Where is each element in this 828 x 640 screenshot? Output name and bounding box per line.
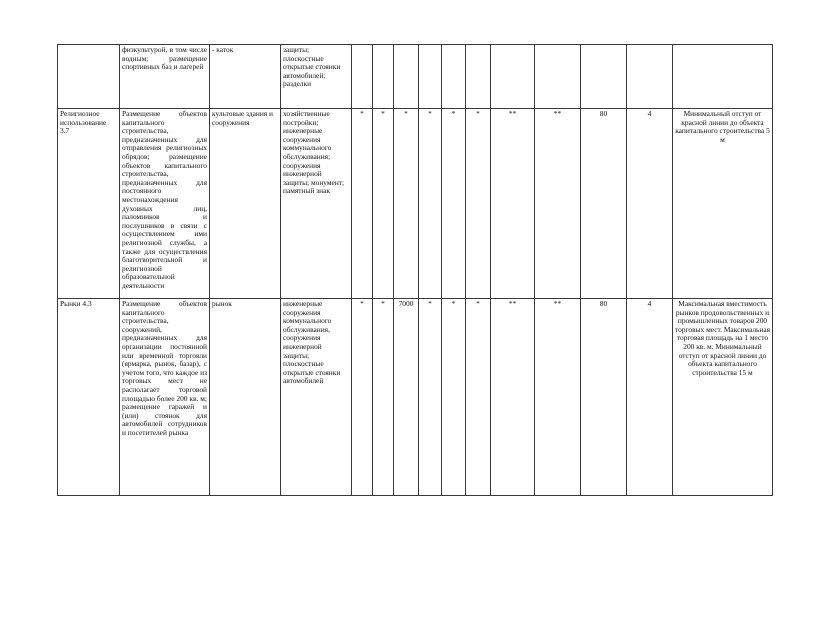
param-cell: * <box>352 299 373 496</box>
main-use-cell: культовые здания и сооружения <box>210 109 281 299</box>
note-cell: Минимальный отступ от красной линии до объекта капитального строительства 5 м <box>673 109 773 299</box>
main-use-cell: рынок <box>210 299 281 496</box>
floors-cell <box>627 45 673 109</box>
table-row <box>58 109 773 299</box>
param-cell <box>466 45 491 109</box>
param-cell: * <box>442 299 466 496</box>
table-row <box>58 45 773 109</box>
use-description-cell: физкультурой, в том числе водным; размещение спортивных баз и лагерей <box>120 45 210 109</box>
param-cell <box>442 45 466 109</box>
floors-cell: 4 <box>627 299 673 496</box>
use-type-cell: Рынки 4.3 <box>58 299 120 496</box>
auxiliary-use-cell: инженерные сооружения коммунального обслуживания, сооружения инженерной защиты; плоскостные открытые стоянки автомобилей <box>281 299 352 496</box>
percent-cell: 80 <box>581 299 627 496</box>
floors-cell: 4 <box>627 109 673 299</box>
param-cell <box>535 45 581 109</box>
param-cell <box>491 45 535 109</box>
param-cell: ** <box>535 109 581 299</box>
param-cell <box>352 45 373 109</box>
main-use-cell: - каток <box>210 45 281 109</box>
param-cell: * <box>466 299 491 496</box>
param-cell: * <box>373 109 394 299</box>
auxiliary-use-cell: хозяйственные постройки; инженерные сооружения коммунального обслуживания; сооружения инженерной защиты; монумент; памятный знак <box>281 109 352 299</box>
use-description-cell: Размещение объектов капитального строительства, сооружений, предназначенных для организации постоянной или временной торговли (ярмарка, рынок, базар), с учетом того, что каждое из торговых мест не располагает торговой площадью более 200 кв. м; размещение гаражей и (или) стоянок для автомобилей сотрудников и посетителей рынка <box>120 299 210 496</box>
param-cell <box>373 45 394 109</box>
auxiliary-use-cell: защиты; плоскостные открытые стоянки автомобилей; разделки <box>281 45 352 109</box>
param-cell: * <box>394 109 419 299</box>
param-cell: * <box>442 109 466 299</box>
param-cell <box>394 45 419 109</box>
percent-cell <box>581 45 627 109</box>
use-type-cell <box>58 45 120 109</box>
param-cell <box>419 45 442 109</box>
table-row <box>58 299 773 496</box>
param-cell: * <box>466 109 491 299</box>
param-cell: * <box>352 109 373 299</box>
note-cell: Максимальная вместимость рынков продовольственных и промышленных товаров 200 торговых мест. Максимальная торговая площадь на 1 место 200 кв. м. Минимальный отступ от красной линии до объекта капитального строительства 15 м <box>673 299 773 496</box>
zoning-table <box>57 44 773 496</box>
param-cell: * <box>419 109 442 299</box>
param-cell: ** <box>491 109 535 299</box>
use-type-cell: Религиозное использование 3.7 <box>58 109 120 299</box>
percent-cell: 80 <box>581 109 627 299</box>
use-description-cell: Размещение объектов капитального строительства, предназначенных для отправления религиозных обрядов; размещение объектов капитального строительства, предназначенных для постоянного местонахождения духовных лиц, паломников и послушников в связи с осуществлением ими религиозной службы, а также для осуществления благотворительной и религиозной образовательной деятельности <box>120 109 210 299</box>
param-cell: ** <box>535 299 581 496</box>
note-cell <box>673 45 773 109</box>
param-cell: * <box>373 299 394 496</box>
param-cell: ** <box>491 299 535 496</box>
param-cell: * <box>419 299 442 496</box>
param-cell: 7000 <box>394 299 419 496</box>
